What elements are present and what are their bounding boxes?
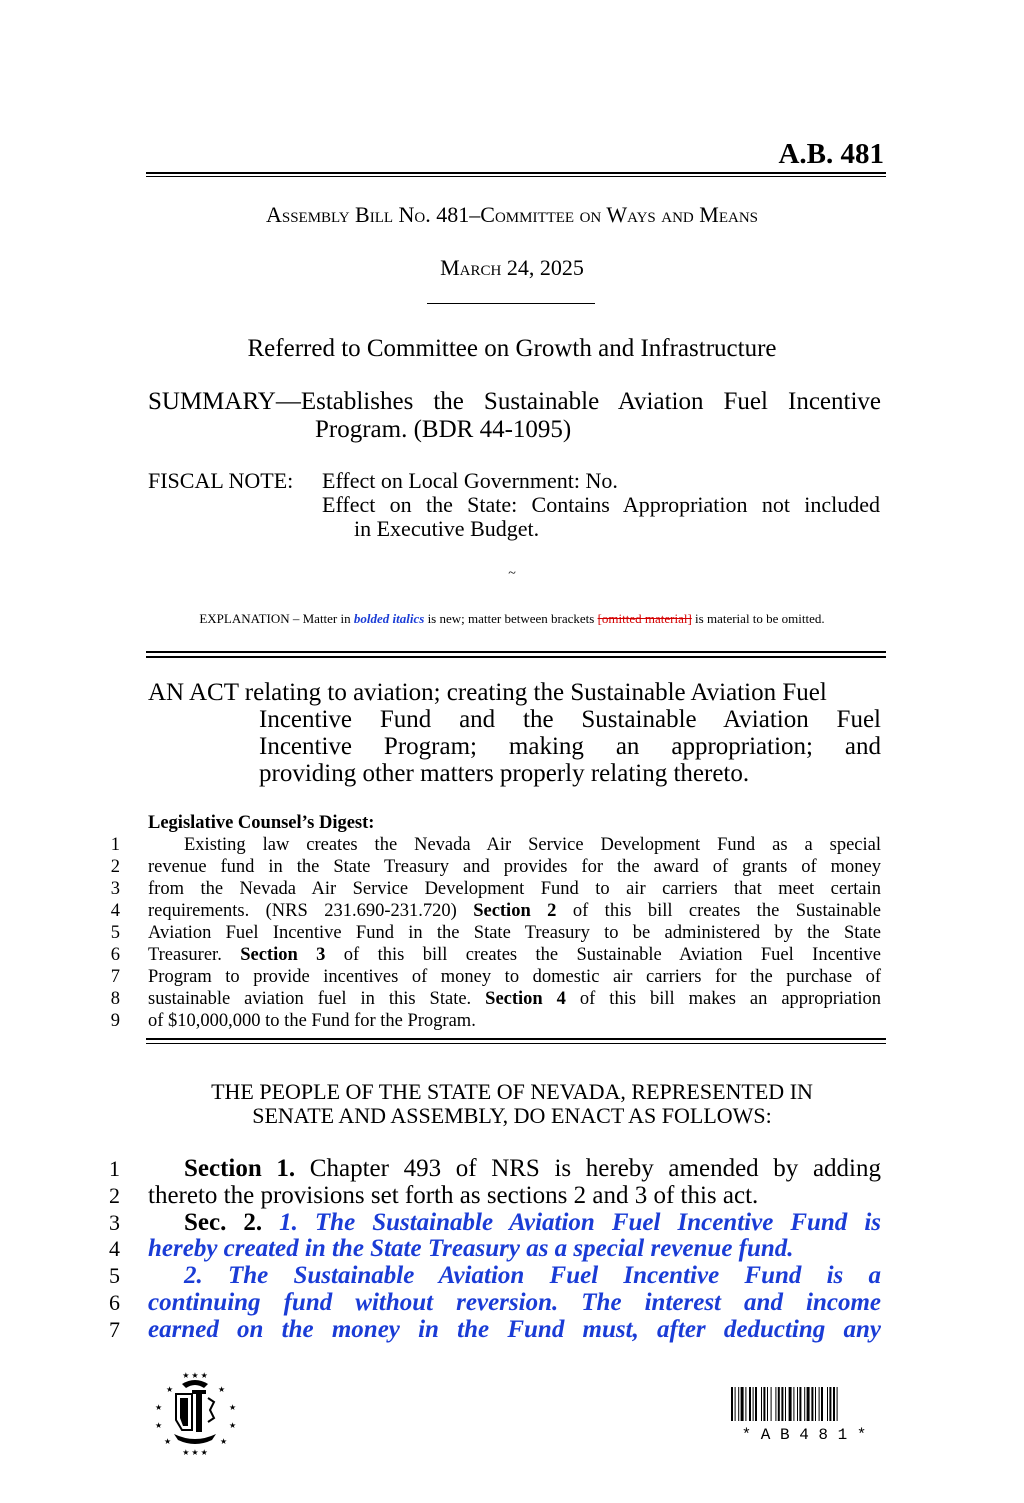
- digest-line: [148, 944, 881, 966]
- svg-text:★: ★: [220, 1437, 228, 1446]
- enacting-line-1: THE PEOPLE OF THE STATE OF NEVADA, REPRESENTED IN: [211, 1079, 813, 1104]
- header-rule-bottom: [146, 176, 886, 177]
- section-heading: Section 1.: [184, 1155, 296, 1182]
- digest-text: Program to provide incentives of money to domestic air carriers for the purchase of: [148, 967, 881, 987]
- barcode-bar: [735, 1387, 736, 1421]
- svg-text:★: ★: [164, 1437, 172, 1446]
- body-text: thereto the provisions set forth as sections 2 and 3 of this act.: [148, 1182, 759, 1209]
- svg-text:★: ★: [155, 1403, 163, 1412]
- digest-text: Existing law creates the Nevada Air Service Development Fund as a special: [184, 835, 881, 855]
- barcode-bar: [811, 1387, 813, 1421]
- explanation-suffix: is material to be omitted.: [691, 611, 825, 626]
- barcode-bar: [761, 1387, 762, 1421]
- barcode-bar: [793, 1387, 794, 1421]
- digest-line-number: 9: [110, 1011, 120, 1031]
- digest-line: [148, 1010, 881, 1032]
- nevada-state-seal-icon: [152, 1370, 238, 1456]
- barcode-bar: [767, 1387, 768, 1421]
- barcode-bar: [753, 1387, 754, 1421]
- digest-text: Treasurer.: [148, 945, 241, 965]
- barcode-bar: [789, 1387, 792, 1421]
- barcode-bar: [833, 1387, 835, 1421]
- digest-line-number: 3: [110, 879, 120, 899]
- barcode-bar: [797, 1387, 798, 1421]
- digest-text: from the Nevada Air Service Development Fund to air carriers that meet certain: [148, 879, 881, 899]
- barcode-bar: [778, 1387, 780, 1421]
- bill-title: Assembly Bill No. 481–Committee on Ways and Means: [265, 202, 758, 227]
- barcode-bar: [738, 1387, 739, 1421]
- digest-section-ref: Section 4: [485, 989, 566, 1009]
- body-line: [148, 1155, 881, 1182]
- body-line-number: 3: [109, 1210, 120, 1235]
- barcode-bar: [775, 1387, 776, 1421]
- body-line-number: 7: [109, 1317, 120, 1342]
- act-line-2: Incentive Fund and the Sustainable Aviation Fuel: [259, 706, 881, 733]
- barcode-bar: [827, 1387, 828, 1421]
- act-line-1: AN ACT relating to aviation; creating the Sustainable Aviation Fuel: [148, 679, 827, 706]
- svg-text:★: ★: [218, 1385, 226, 1394]
- digest-text: sustainable aviation fuel in this State.: [148, 989, 486, 1009]
- referral: Referred to Committee on Growth and Infrastructure: [247, 335, 777, 362]
- body-line: [148, 1262, 881, 1289]
- body-line: [148, 1316, 881, 1343]
- barcode-bar: [807, 1387, 810, 1421]
- new-matter-marker: bolded italics: [353, 611, 425, 626]
- svg-text:★: ★: [229, 1421, 237, 1430]
- digest-text: of this bill creates the Sustainable Aviation Fuel Incentive: [325, 945, 881, 965]
- digest-line-number: 5: [110, 923, 120, 943]
- digest-line: [148, 988, 881, 1010]
- new-matter-text: continuing fund without reversion. The interest and income: [148, 1289, 881, 1316]
- summary-line-1: SUMMARY—Establishes the Sustainable Aviation Fuel Incentive: [148, 388, 881, 415]
- digest-text: requirements. (NRS 231.690-231.720): [148, 901, 474, 921]
- svg-text:★ ★ ★: ★ ★ ★: [182, 1371, 208, 1380]
- body-line-number: 1: [109, 1156, 120, 1181]
- act-line-4: providing other matters properly relating thereto.: [259, 760, 750, 787]
- new-matter-text: hereby created in the State Treasury as a special revenue fund.: [148, 1235, 794, 1262]
- fiscal-state-2: in Executive Budget.: [354, 516, 540, 541]
- body-line-number: 6: [109, 1290, 120, 1315]
- body-line-number: 5: [109, 1263, 120, 1288]
- digest-text: of $10,000,000 to the Fund for the Program.: [148, 1011, 476, 1031]
- body-line: [148, 1235, 881, 1262]
- barcode-bar: [755, 1387, 757, 1421]
- digest-text: of this bill makes an appropriation: [565, 989, 881, 1009]
- digest-line-number: 1: [110, 835, 120, 855]
- body-line-number: 4: [109, 1236, 120, 1261]
- tilde-separator: ~: [508, 566, 516, 581]
- digest-line-number: 6: [110, 945, 120, 965]
- body-line-number: 2: [109, 1183, 120, 1208]
- digest-line-number: 2: [110, 857, 120, 877]
- fiscal-note-label: FISCAL NOTE:: [148, 468, 294, 493]
- barcode-bar: [763, 1387, 765, 1421]
- fiscal-state-1: Effect on the State: Contains Appropriation not included: [322, 492, 880, 517]
- digest-text: of this bill creates the Sustainable: [556, 901, 881, 921]
- new-matter-text: 1. The Sustainable Aviation Fuel Incentive Fund is: [262, 1209, 881, 1236]
- enacting-line-2: SENATE AND ASSEMBLY, DO ENACT AS FOLLOWS:: [252, 1103, 772, 1128]
- barcode-bar: [819, 1387, 820, 1421]
- digest-heading: Legislative Counsel’s Digest:: [148, 813, 375, 833]
- omitted-matter-marker: [omitted material]: [597, 611, 692, 626]
- barcode: [731, 1387, 877, 1421]
- digest-line-number: 8: [110, 989, 120, 1009]
- body-line: [148, 1289, 881, 1316]
- digest-line: [148, 922, 881, 944]
- section-heading: Sec. 2.: [184, 1209, 263, 1236]
- explanation-rule-top: [146, 651, 886, 653]
- fiscal-local: Effect on Local Government: No.: [322, 468, 618, 493]
- digest-text: revenue fund in the State Treasury and provides for the award of grants of money: [148, 857, 881, 877]
- act-line-3: Incentive Program; making an appropriation; and: [259, 733, 881, 760]
- digest-line: [148, 878, 881, 900]
- new-matter-text: earned on the money in the Fund must, after deducting any: [148, 1316, 881, 1343]
- explanation-middle: is new; matter between brackets: [424, 611, 598, 626]
- svg-text:★: ★: [166, 1385, 174, 1394]
- barcode-bar: [785, 1387, 786, 1421]
- bill-date: March 24, 2025: [440, 255, 584, 280]
- barcode-bar: [804, 1387, 805, 1421]
- digest-rule-bottom: [146, 1043, 886, 1044]
- barcode-bar: [829, 1387, 831, 1421]
- explanation-note: [0, 611, 1024, 627]
- explanation-prefix: EXPLANATION – Matter in: [199, 611, 354, 626]
- barcode-bar: [741, 1387, 744, 1421]
- body-text: Chapter 493 of NRS is hereby amended by adding: [295, 1155, 881, 1182]
- barcode-bar: [781, 1387, 783, 1421]
- barcode-bar: [837, 1387, 838, 1421]
- barcode-bar: [815, 1387, 816, 1421]
- bill-id: A.B. 481: [778, 138, 884, 170]
- digest-line: [148, 856, 881, 878]
- date-underline: [427, 303, 595, 304]
- digest-line: [148, 900, 881, 922]
- explanation-rule-bottom: [146, 656, 886, 658]
- svg-text:★: ★: [229, 1403, 237, 1412]
- barcode-bar: [821, 1387, 823, 1421]
- digest-line: [148, 834, 881, 856]
- header-rule-top: [146, 172, 886, 174]
- barcode-bar: [745, 1387, 746, 1421]
- barcode-bar: [771, 1387, 772, 1421]
- barcode-bar: [799, 1387, 801, 1421]
- digest-section-ref: Section 3: [240, 945, 326, 965]
- barcode-bar: [749, 1387, 751, 1421]
- new-matter-text: 2. The Sustainable Aviation Fuel Incentive Fund is a: [184, 1262, 881, 1289]
- svg-text:★ ★ ★: ★ ★ ★: [182, 1448, 208, 1456]
- barcode-bar: [731, 1387, 733, 1421]
- digest-line: [148, 966, 881, 988]
- digest-section-ref: Section 2: [473, 901, 557, 921]
- digest-line-number: 4: [110, 901, 120, 921]
- digest-rule-top: [146, 1038, 886, 1040]
- digest-line-number: 7: [110, 967, 120, 987]
- body-line: [148, 1209, 881, 1236]
- summary-line-2: Program. (BDR 44-1095): [315, 416, 572, 443]
- digest-text: Aviation Fuel Incentive Fund in the State Treasury to be administered by the State: [148, 923, 881, 943]
- barcode-text: * A B 4 8 1 *: [741, 1426, 867, 1444]
- body-line: [148, 1182, 881, 1209]
- svg-text:★: ★: [155, 1421, 163, 1430]
